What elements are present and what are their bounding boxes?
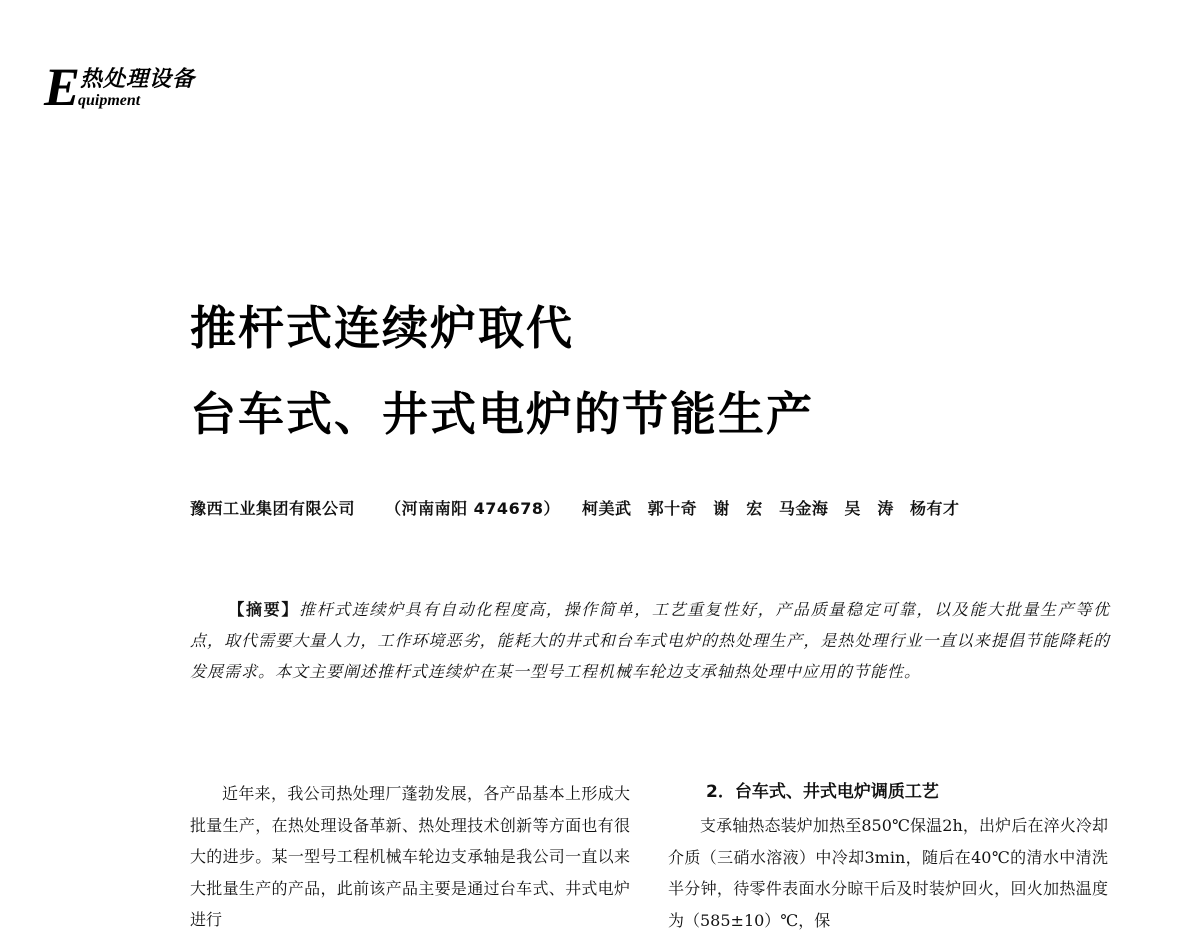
body-paragraph: 近年来，我公司热处理厂蓬勃发展，各产品基本上形成大批量生产，在热处理设备革新、热处理技术创新等方面也有很大的进步。某一型号工程机械车轮边支承轴是我公司一直以来大批量生产的产品，此前该产品主要是通过台车式、井式电炉进行 bbox=[190, 784, 630, 929]
author-name: 谢 宏 bbox=[713, 499, 763, 518]
author-name: 杨有才 bbox=[910, 499, 960, 518]
logo-chinese-text: 热处理设备 bbox=[80, 67, 196, 92]
affiliation: 豫西工业集团有限公司 bbox=[190, 499, 356, 518]
logo-letter: E bbox=[44, 57, 81, 117]
title-line-2: 台车式、井式电炉的节能生产 bbox=[190, 387, 814, 441]
author-name: 柯美武 bbox=[582, 499, 632, 518]
left-column bbox=[190, 778, 630, 936]
section-heading: 2．台车式、井式电炉调质工艺 bbox=[706, 782, 939, 802]
abstract-text: 推杆式连续炉具有自动化程度高，操作简单，工艺重复性好，产品质量稳定可靠，以及能大批量生产等优点，取代需要大量人力，工作环境恶劣，能耗大的井式和台车式电炉的热处理生产，是热处理行业一直以来提倡节能降耗的发展需求。本文主要阐述推杆式连续炉在某一型号工程机械车轮边支承轴热处理中应用的节能性。 bbox=[190, 600, 1110, 681]
logo-english-text: quipment bbox=[78, 92, 141, 109]
author-name: 吴 涛 bbox=[844, 499, 894, 518]
author-name: 马金海 bbox=[778, 499, 829, 518]
affiliation-location: （河南南阳 474678） bbox=[385, 499, 560, 518]
author-name: 郭十奇 bbox=[647, 499, 698, 518]
title-line-1: 推杆式连续炉取代 bbox=[190, 301, 574, 355]
journal-section-logo bbox=[44, 58, 264, 118]
abstract-label: 【摘要】 bbox=[228, 600, 299, 619]
article-title bbox=[190, 300, 1090, 442]
right-column bbox=[668, 778, 1108, 936]
body-paragraph: 支承轴热态装炉加热至850℃保温2h，出炉后在淬火冷却介质（三硝水溶液）中冷却3min，随后在40℃的清水中清洗半分钟，待零件表面水分晾干后及时装炉回火，回火加热温度为（585±10）℃，保 bbox=[668, 816, 1108, 930]
author-line bbox=[190, 496, 1120, 519]
abstract bbox=[190, 594, 1110, 687]
